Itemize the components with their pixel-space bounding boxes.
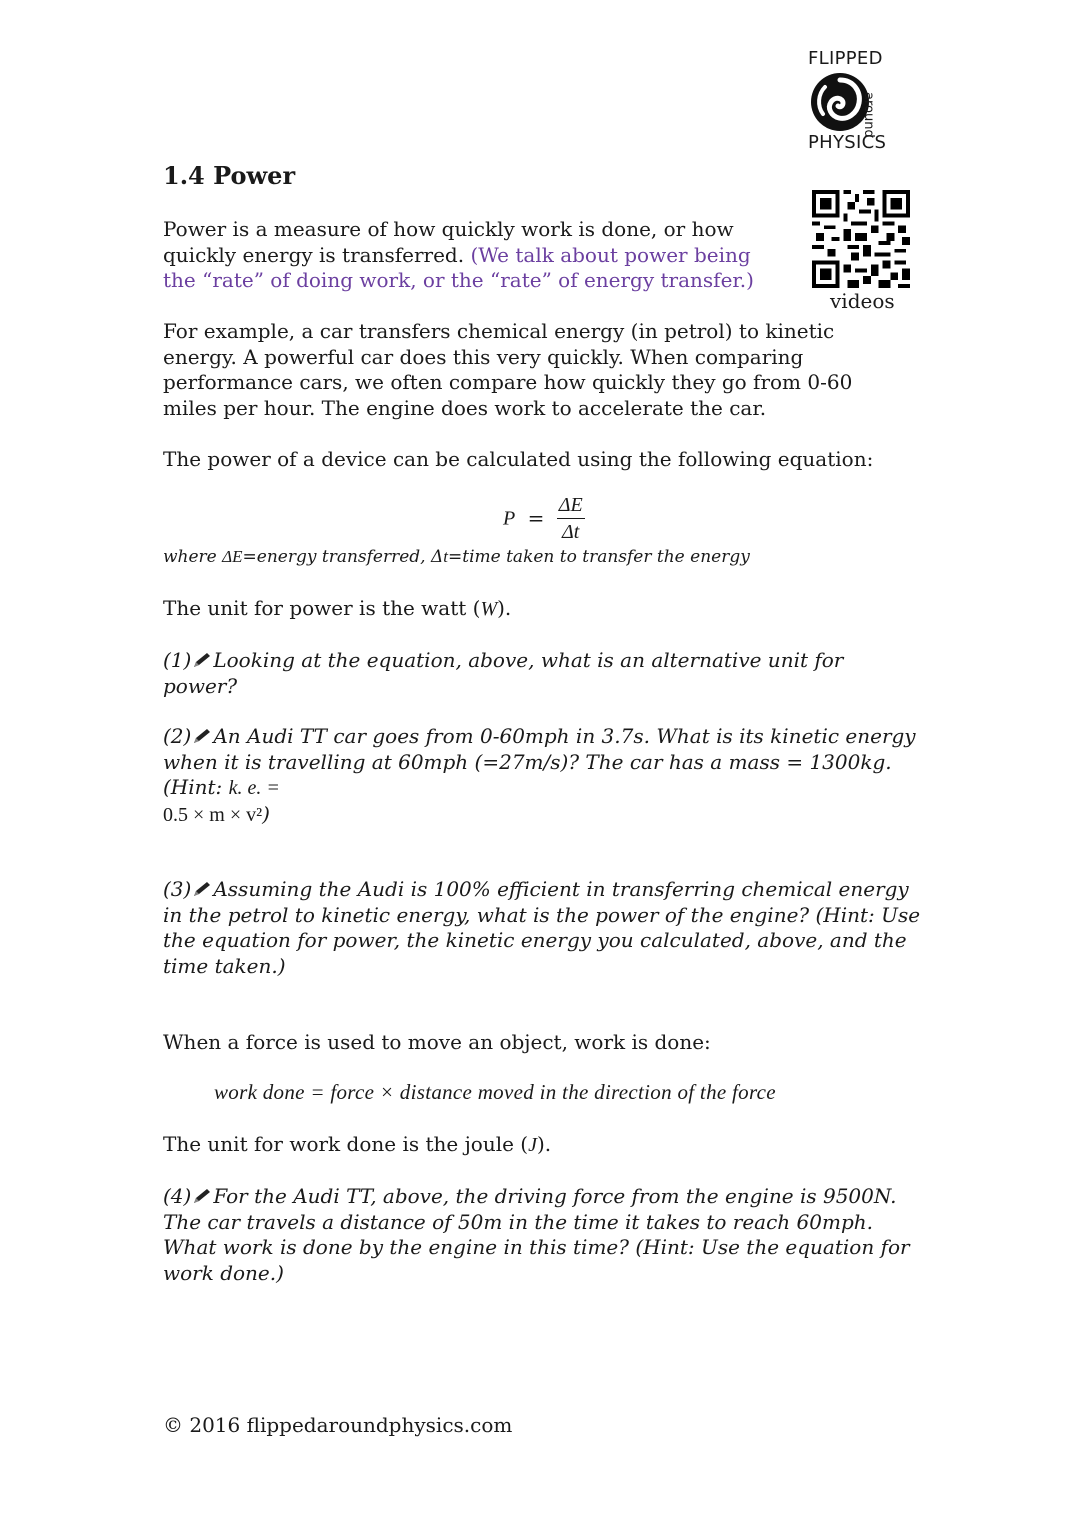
unit-work-symbol: J (528, 1134, 537, 1156)
q3-number: (3) (163, 877, 192, 901)
where-suffix: =time taken to transfer the energy (448, 547, 750, 567)
unit-work-prefix: The unit for work done is the joule ( (163, 1132, 529, 1156)
q2-number: (2) (163, 724, 192, 748)
q2-close: ) (262, 801, 270, 826)
flipped-physics-logo (806, 48, 898, 156)
equation-numerator: ΔE (557, 494, 585, 519)
q2-hint-formula: 0.5 × m × v² (163, 803, 263, 826)
equation-definitions (163, 547, 750, 567)
power-equation (503, 494, 585, 544)
q3-text: Assuming the Audi is 100% efficient in transferring chemical energy in the petrol to kinetic energy, what is the power of the engine? (Hint: Use the equation for power, the kinetic energy you calculated, above, and the time taken.) (163, 877, 921, 978)
question-2 (163, 724, 923, 828)
unit-work-sentence (163, 1132, 551, 1159)
logo-text-around: around (861, 92, 876, 138)
question-3 (163, 877, 923, 979)
pencil-icon (192, 727, 212, 745)
intro-paragraph (163, 217, 773, 294)
q1-text: Looking at the equation, above, what is an alternative unit for power? (163, 648, 844, 698)
where-t: t (443, 547, 448, 566)
pencil-icon (192, 651, 212, 669)
unit-work-suffix: ). (536, 1132, 552, 1156)
equation-fraction (557, 494, 585, 544)
logo-text-physics: PHYSICS (808, 132, 887, 153)
footer-copyright: © 2016 flippedaroundphysics.com (163, 1413, 513, 1437)
page-title: 1.4 Power (163, 161, 296, 190)
where-prefix: where (163, 547, 223, 567)
work-intro: When a force is used to move an object, work is done: (163, 1030, 711, 1054)
example-paragraph: For example, a car transfers chemical energy (in petrol) to kinetic energy. A powerful car does this very quickly. When comparing performance cars, we often compare how quickly they go from 0-60 miles per hour. The engine does work to accelerate the car. (163, 319, 853, 420)
q4-text: For the Audi TT, above, the driving force from the engine is 9500N. The car travels a distance of 50m in the time it takes to reach 60mph. What work is done by the engine in this time? (Hint: Use the equation for work done.) (163, 1184, 910, 1285)
where-mid: =energy transferred, Δ (242, 547, 444, 567)
equation-equals: = (527, 505, 545, 530)
intro-aside: (We talk about power being the “rate” of doing work, or the “rate” of energy transfer.) (163, 242, 754, 292)
work-equation: work done = force × distance moved in the direction of the force (214, 1080, 776, 1104)
equation-lhs: P (503, 507, 516, 530)
q2-text: An Audi TT car goes from 0-60mph in 3.7s. What is its kinetic energy when it is travelling at 60mph (=27m/s)? The car has a mass = 1300kg. (Hint: (163, 724, 916, 799)
question-4 (163, 1184, 928, 1286)
logo-text-flipped: FLIPPED (808, 48, 883, 69)
intro-main: Power is a measure of how quickly work is done, or how quickly energy is transferred. (163, 217, 734, 267)
qr-code-icon[interactable] (812, 190, 910, 288)
q2-hint-ke: k. e. = (228, 777, 280, 799)
q1-number: (1) (163, 648, 192, 672)
pencil-icon (192, 1187, 212, 1205)
qr-label: videos (830, 289, 895, 313)
unit-power-prefix: The unit for power is the watt ( (163, 596, 481, 620)
equation-denominator: Δt (562, 521, 580, 543)
unit-power-suffix: ). (497, 596, 512, 620)
pencil-icon (192, 880, 212, 898)
question-1 (163, 648, 923, 699)
where-delta-e: ΔE (222, 547, 243, 566)
unit-power-symbol: W (480, 598, 498, 620)
unit-power-sentence (163, 596, 511, 623)
power-equation-intro: The power of a device can be calculated using the following equation: (163, 447, 874, 471)
q4-number: (4) (163, 1184, 192, 1208)
